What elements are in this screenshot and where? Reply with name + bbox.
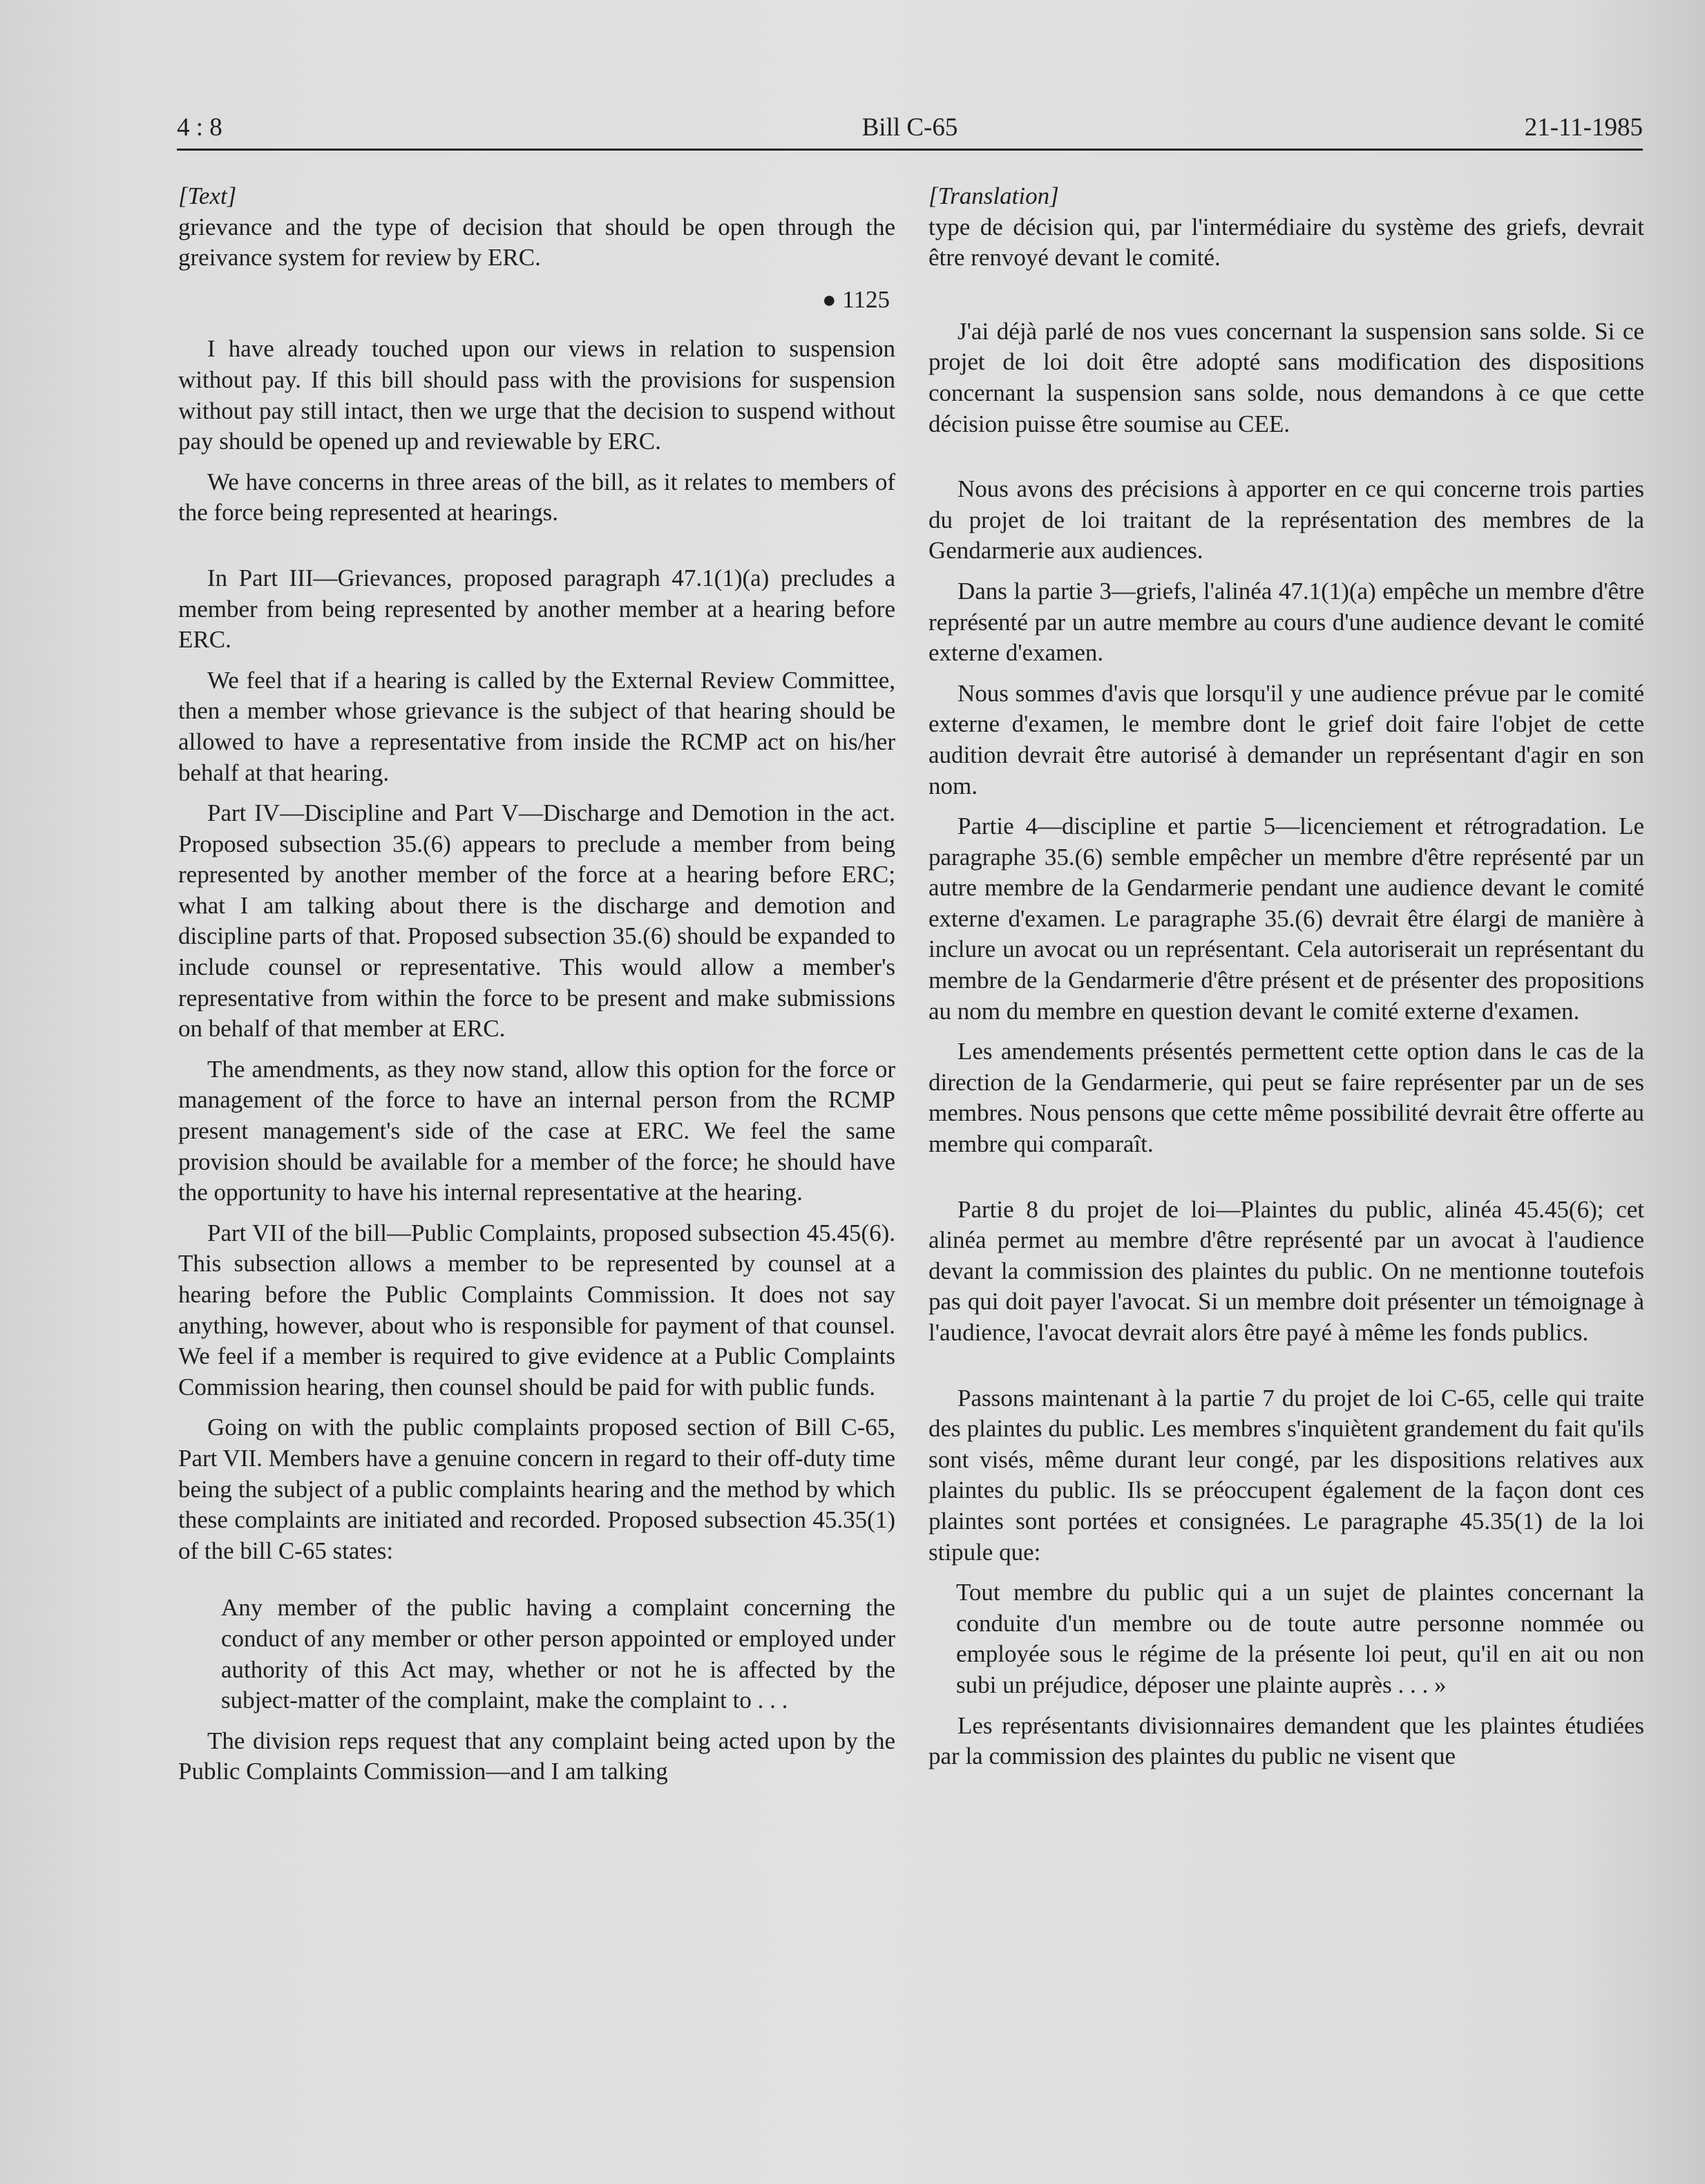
paragraph: Going on with the public complaints proposed section of Bill C-65, Part VII. Members have a genuine concern in regard to their off-duty time being the subject of a public complaints hearing and the method by which these complaints are initiated and recorded. Proposed subsection 45.35(1) of the bill C-65 states: xyxy=(178,1414,895,1564)
paragraph: Les représentants divisionnaires demandent que les plaintes étudiées par la commission des plaintes du public ne visent que xyxy=(928,1711,1644,1770)
timestamp-value: 1125 xyxy=(842,285,890,313)
bill-title: Bill C-65 xyxy=(861,113,958,142)
timestamp xyxy=(178,285,895,316)
french-column xyxy=(928,181,1644,1782)
text-label: [Text] xyxy=(178,182,237,209)
paragraph: Part VII of the bill—Public Complaints, proposed subsection 45.45(6). This subsection allows a member to be represented by counsel at a hearing before the Public Complaints Commission. It does not say anything, however, about who is responsible for payment of that counsel. We feel if a member is required to give evidence at a Public Complaints Commission hearing, then counsel should be paid for with public funds. xyxy=(178,1219,895,1400)
paragraph: Les amendements présentés permettent cette option dans le cas de la direction de la Gendarmerie, qui peut se faire représenter par un de ses membres. Nous pensons que cette même possibilité devrait être offerte au membre qui comparaît. xyxy=(928,1038,1644,1158)
header-rule xyxy=(177,149,1643,151)
paragraph: I have already touched upon our views in relation to suspension without pay. If this bill should pass with the provisions for suspension without pay still intact, then we urge that the decision to suspend without pay should be opened up and reviewable by ERC. xyxy=(178,335,895,455)
bullet-icon: ● xyxy=(822,287,837,313)
paragraph: We feel that if a hearing is called by the External Review Committee, then a member whose grievance is the subject of that hearing should be allowed to have a representative from inside the RCMP act on his/her behalf at that hearing. xyxy=(178,666,895,786)
block-quote: Tout membre du public qui a un sujet de plaintes concernant la conduite d'un membre ou de toute autre personne nommée ou employée sous le régime de la présente loi peut, qu'il en ait ou non subi un préjudice, déposer une plainte auprès . . . » xyxy=(956,1579,1644,1698)
block-quote: Any member of the public having a complaint concerning the conduct of any member or other person appointed or employed under authority of this Act may, whether or not he is affected by the subject-matter of the complaint, make the complaint to . . . xyxy=(221,1594,895,1714)
header-date: 21-11-1985 xyxy=(1524,113,1643,142)
paragraph: Dans la partie 3—griefs, l'alinéa 47.1(1)(a) empêche un membre d'être représenté par un autre membre au cours d'une audience devant le comité externe d'examen. xyxy=(928,577,1644,667)
paragraph: The division reps request that any complaint being acted upon by the Public Complaints Commission—and I am talking xyxy=(178,1727,895,1785)
paragraph: We have concerns in three areas of the bill, as it relates to members of the force being represented at hearings. xyxy=(178,468,895,526)
paragraph: Partie 4—discipline et partie 5—licenciement et rétrogradation. Le paragraphe 35.(6) semble empêcher un membre d'être représenté par un autre membre de la Gendarmerie pendant une audience devant le comité externe d'examen. Le paragraphe 35.(6) devrait être élargi de manière à inclure un avocat ou un représentant. Cela autoriserait un représentant du membre de la Gendarmerie d'être présent et de présenter des propositions au nom du membre en question devant le comité externe d'examen. xyxy=(928,813,1644,1025)
page-number: 4 : 8 xyxy=(177,113,222,142)
paragraph: grievance and the type of decision that should be open through the greivance system for review by ERC. xyxy=(178,213,895,272)
paragraph: Nous sommes d'avis que lorsqu'il y une audience prévue par le comité externe d'examen, le membre dont le grief doit faire l'objet de cette audition devrait être autorisé à demander un représentant d'agir en son nom. xyxy=(928,679,1644,799)
paragraph: J'ai déjà parlé de nos vues concernant la suspension sans solde. Si ce projet de loi doit être adopté sans modification des dispositions concernant la suspension sans solde, nous demandons à ce que cette décision puisse être soumise au CEE. xyxy=(928,317,1644,437)
translation-label: [Translation] xyxy=(928,182,1059,209)
paragraph: In Part III—Grievances, proposed paragraph 47.1(1)(a) precludes a member from being represented by another member at a hearing before ERC. xyxy=(178,564,895,654)
paragraph: The amendments, as they now stand, allow this option for the force or management of the force to have an internal person from the RCMP present management's side of the case at ERC. We feel the same provision should be available for a member of the force; he should have the opportunity to have his internal representative at the hearing. xyxy=(178,1055,895,1206)
paragraph: Nous avons des précisions à apporter en ce qui concerne trois parties du projet de loi traitant de la représentation des membres de la Gendarmerie aux audiences. xyxy=(928,475,1644,564)
paragraph: Part IV—Discipline and Part V—Discharge and Demotion in the act. Proposed subsection 35.(6) appears to preclude a member from being represented by another member of the force at a hearing before ERC; what I am talking about there is the discharge and demotion and discipline parts of that. Proposed subsection 35.(6) should be expanded to include counsel or representative. This would allow a member's representative from within the force to be present and make submissions on behalf of that member at ERC. xyxy=(178,799,895,1043)
paragraph: Partie 8 du projet de loi—Plaintes du public, alinéa 45.45(6); cet alinéa permet au membre d'être représenté par un avocat à l'audience devant la commission des plaintes du public. On ne mentionne toutefois pas qui doit payer l'avocat. Si un membre doit présenter un témoignage à l'audience, l'avocat devrait alors être payé à même les fonds publics. xyxy=(928,1195,1644,1346)
paragraph: Passons maintenant à la partie 7 du projet de loi C-65, celle qui traite des plaintes du public. Les membres s'inquiètent grandement du fait qu'ils sont visés, même durant leur congé, par les dispositions relatives aux plaintes du public. Ils se préoccupent également de la façon dont ces plaintes sont portées et consignées. Le paragraphe 45.35(1) de la loi stipule que: xyxy=(928,1384,1644,1566)
english-column xyxy=(178,181,895,1797)
running-header xyxy=(177,108,1643,150)
paragraph: type de décision qui, par l'intermédiaire du système des griefs, devrait être renvoyé devant le comité. xyxy=(928,213,1644,272)
